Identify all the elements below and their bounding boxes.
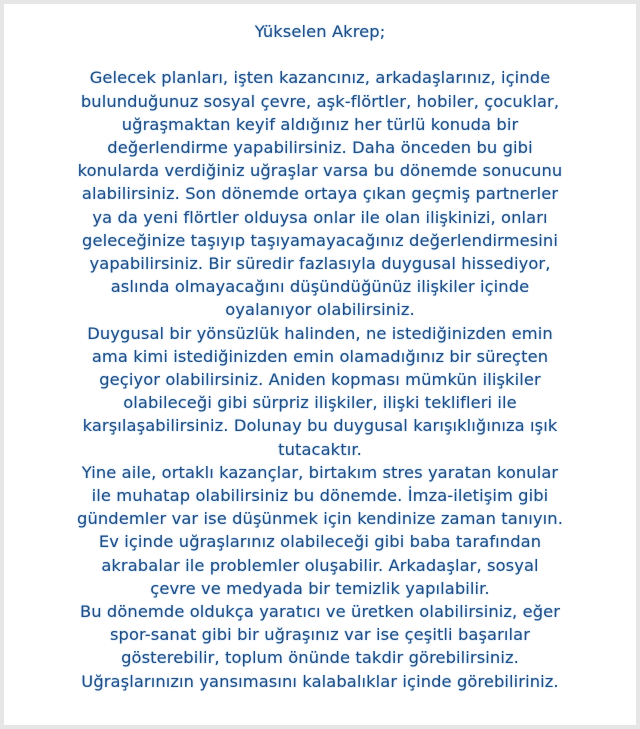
horoscope-text	[12, 20, 628, 693]
text-line: uğraşmaktan keyif aldığınız her türlü konuda bir	[121, 114, 519, 134]
text-line: Bu dönemde oldukça yaratıcı ve üretken olabilirsiniz, eğer	[79, 602, 561, 622]
text-line: yapabilirsiniz. Bir süredir fazlasıyla duygusal hissediyor,	[89, 254, 551, 274]
text-line: Uğraşlarınızın yansımasını kalabalıklar içinde görebiliriniz.	[81, 671, 559, 691]
text-line: spor-sanat gibi bir uğraşınız var ise çeşitli başarılar	[109, 625, 531, 645]
text-line: olabileceği gibi sürpriz ilişkiler, ilişki teklifleri ile	[123, 393, 517, 413]
text-line: bulunduğunuz sosyal çevre, aşk-flörtler, hobiler, çocuklar,	[80, 91, 560, 111]
text-line: Yine aile, ortaklı kazançlar, birtakım stres yaratan konular	[81, 462, 559, 482]
text-line: gösterebilir, toplum önünde takdir görebilirsiniz.	[121, 648, 519, 668]
text-line: alabilirsiniz. Son dönemde ortaya çıkan geçmiş partnerler	[81, 184, 559, 204]
page-title: Yükselen Akrep;	[254, 22, 386, 41]
text-line: gündemler var ise düşünmek için kendinize zaman tanıyın.	[77, 509, 563, 529]
text-line: karşılaşabilirsiniz. Dolunay bu duygusal karışıklığınıza ışık	[82, 416, 558, 436]
text-line: Ev içinde uğraşlarınız olabileceği gibi baba tarafından	[98, 532, 542, 552]
text-line: akrabalar ile problemler oluşabilir. Arkadaşlar, sosyal	[101, 555, 539, 575]
text-line: Duygusal bir yönsüzlük halinden, ne istediğinizden emin	[87, 323, 553, 343]
text-line: geçiyor olabilirsiniz. Aniden kopması mümkün ilişkiler	[99, 370, 541, 390]
text-line: ama kimi istediğinizden emin olamadığınız bir süreçten	[91, 346, 549, 366]
text-line: ile muhatap olabilirsiniz bu dönemde. İmza-iletişim gibi	[91, 486, 549, 506]
text-line: geleceğinize taşıyıp taşıyamayacağınız değerlendirmesini	[82, 230, 558, 250]
text-line: konularda verdiğiniz uğraşlar varsa bu dönemde sonucunu	[77, 161, 563, 181]
text-line: aslında olmayacağını düşündüğünüz ilişkiler içinde	[110, 277, 530, 297]
text-line: tutacaktır.	[278, 439, 362, 459]
text-line: çevre ve medyada bir temizlik yapılabilir.	[150, 578, 490, 598]
text-line: değerlendirme yapabilirsiniz. Daha önceden bu gibi	[107, 138, 533, 157]
text-line: oyalanıyor olabilirsiniz.	[225, 300, 415, 320]
text-line: Gelecek planları, işten kazancınız, arkadaşlarınız, içinde	[89, 68, 551, 88]
text-line: ya da yeni flörtler olduysa onlar ile olan ilişkinizi, onları	[92, 207, 548, 227]
